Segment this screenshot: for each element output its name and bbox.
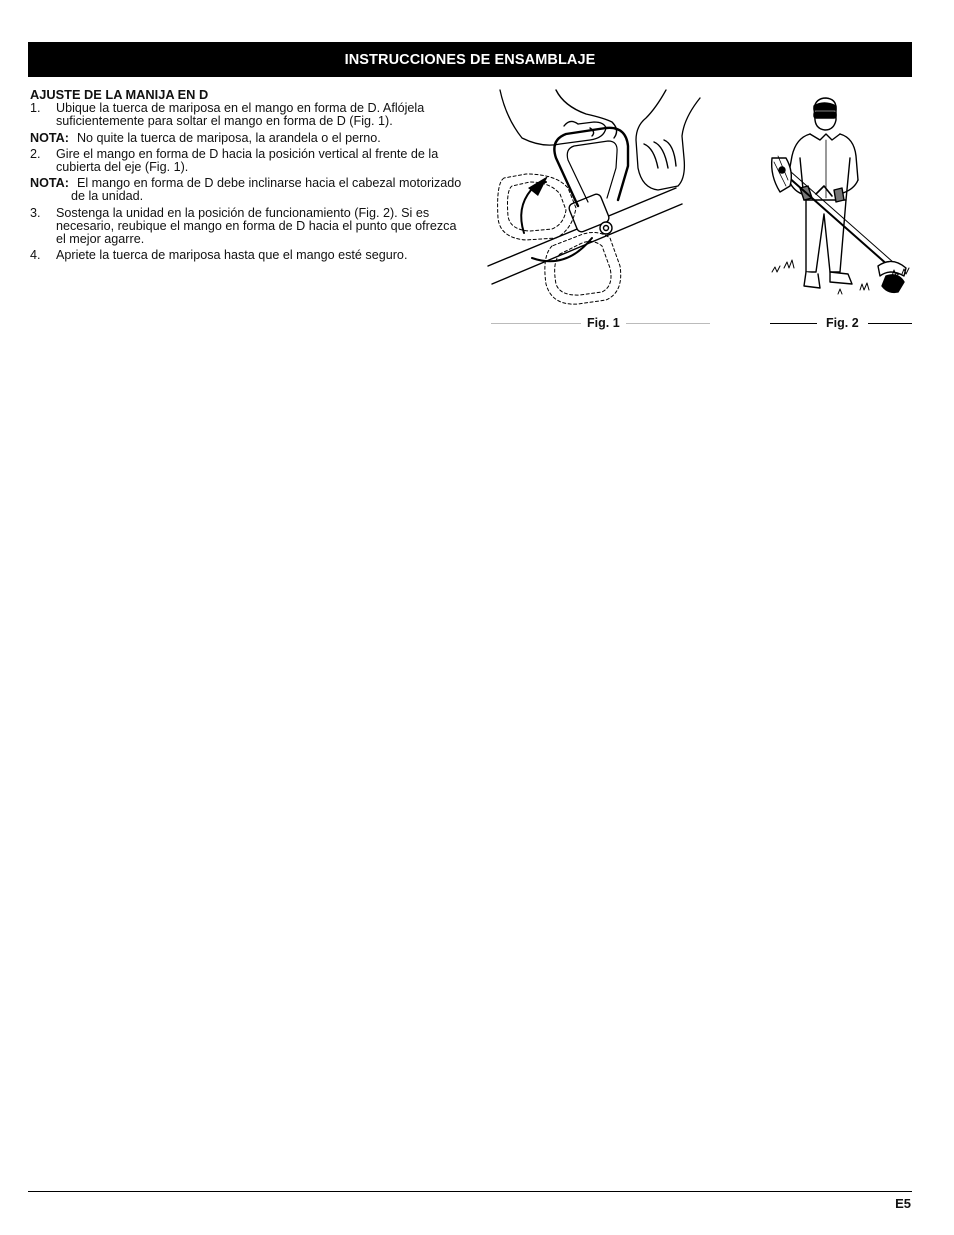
note-1-text: No quite la tuerca de mariposa, la arandela o el perno.: [76, 130, 381, 145]
operator-with-trimmer-drawing: [768, 96, 912, 306]
step-1-number: 1.: [30, 101, 41, 116]
step-2: [30, 148, 462, 174]
step-4-number: 4.: [30, 248, 41, 263]
step-3: [30, 207, 462, 247]
step-1-text: Ubique la tuerca de mariposa en el mango en forma de D. Aflójela suficientemente para soltar el mango en forma de D (Fig. 1).: [56, 101, 425, 129]
note-2-text: El mango en forma de D debe inclinarse hacia el cabezal motorizado de la unidad.: [71, 176, 462, 204]
page-number: E5: [895, 1196, 911, 1211]
instructions-block: [30, 88, 462, 265]
subsection-title: AJUSTE DE LA MANIJA EN D: [30, 87, 209, 102]
figure-1-caption: Fig. 1: [587, 316, 620, 330]
note-1-label: NOTA:: [30, 130, 69, 145]
caption-rule-right: [626, 323, 710, 324]
note-1: [30, 132, 462, 145]
figure-2-caption-row: [770, 316, 912, 330]
step-2-text: Gire el mango en forma de D hacia la posición vertical al frente de la cubierta del eje (Fig. 1).: [56, 146, 439, 175]
note-2: [30, 177, 462, 203]
step-4: [30, 249, 462, 262]
d-handle-rotation-drawing: [486, 88, 711, 313]
figure-1-caption-row: [491, 316, 710, 330]
step-4-text: Apriete la tuerca de mariposa hasta que el mango esté seguro.: [56, 248, 408, 263]
caption-rule-left: [770, 323, 817, 324]
note-2-label: NOTA:: [30, 176, 69, 191]
figure-1-illustration: [486, 88, 711, 313]
footer-rule: [28, 1191, 912, 1192]
step-1: [30, 102, 462, 128]
figure-2-caption: Fig. 2: [826, 316, 859, 330]
step-3-text: Sostenga la unidad en la posición de funcionamiento (Fig. 2). Si es necesario, reubique el mango en forma de D hacia el punto que ofrezca el mejor agarre.: [56, 205, 457, 247]
step-3-number: 3.: [30, 205, 41, 220]
figure-2-illustration: [768, 96, 912, 306]
caption-rule-left: [491, 323, 581, 324]
step-2-number: 2.: [30, 146, 41, 161]
caption-rule-right: [868, 323, 912, 324]
section-header-bar: [28, 42, 912, 77]
section-header-title: INSTRUCCIONES DE ENSAMBLAJE: [344, 51, 596, 68]
